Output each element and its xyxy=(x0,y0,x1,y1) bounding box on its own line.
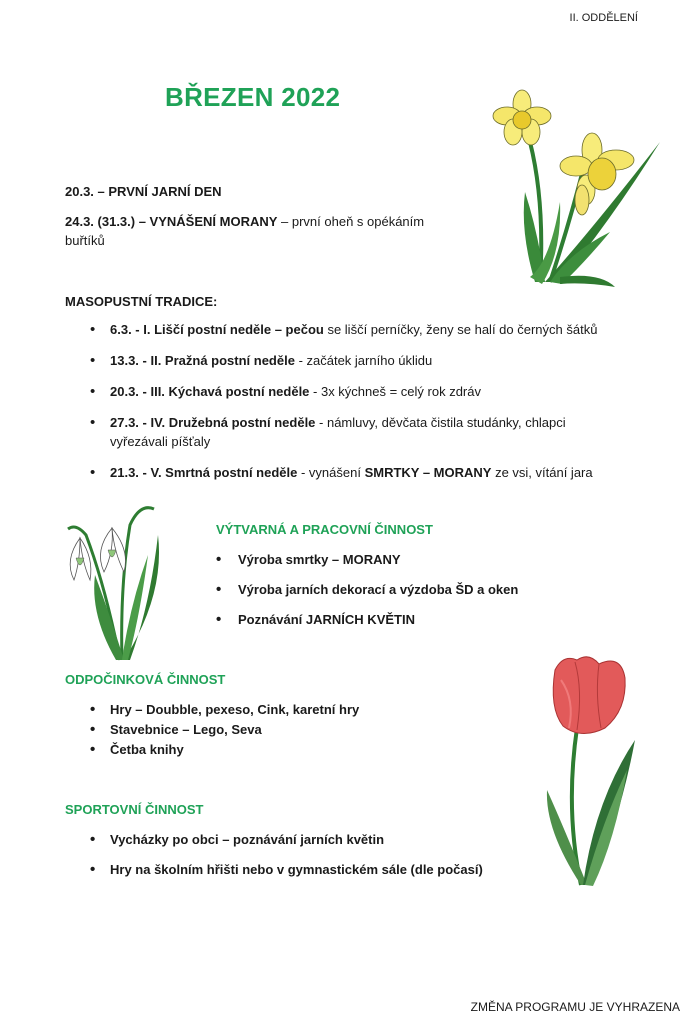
list-item: • 27.3. - IV. Družebná postní neděle - námluvy, děvčata čistila studánky, chlapci vyřezávali píšťaly xyxy=(90,413,630,451)
vytvarna-heading: VÝTVARNÁ A PRACOVNÍ ČINNOST xyxy=(216,522,433,537)
event-morana xyxy=(65,212,485,250)
masopust-heading: MASOPUSTNÍ TRADICE: xyxy=(65,294,218,309)
list-item: • Vycházky po obci – poznávání jarních květin xyxy=(90,830,510,849)
event-morana-date: 24.3. (31.3.) – VYNÁŠENÍ MORANY xyxy=(65,214,278,229)
event-first-spring-day: 20.3. – PRVNÍ JARNÍ DEN xyxy=(65,184,222,199)
list-item: • Výroba jarních dekorací a výzdoba ŠD a oken xyxy=(216,580,636,599)
odpocinkova-list xyxy=(90,700,470,759)
footer-note: ZMĚNA PROGRAMU JE VYHRAZENA xyxy=(470,1000,680,1014)
list-item: • Výroba smrtky – MORANY xyxy=(216,550,636,569)
list-item: • Poznávání JARNÍCH KVĚTIN xyxy=(216,610,636,629)
sportovni-heading: SPORTOVNÍ ČINNOST xyxy=(65,802,204,817)
page-title: BŘEZEN 2022 xyxy=(165,82,341,112)
vytvarna-list xyxy=(216,550,636,629)
list-item: • 6.3. - I. Liščí postní neděle – pečou se liščí perníčky, ženy se halí do černých šátků xyxy=(90,320,630,339)
list-item: • Četba knihy xyxy=(90,740,470,759)
department-label: II. ODDĚLENÍ xyxy=(569,12,638,24)
list-item: • 13.3. - II. Pražná postní neděle - začátek jarního úklidu xyxy=(90,351,630,370)
list-item: • 21.3. - V. Smrtná postní neděle - vynášení SMRTKY – MORANY ze vsi, vítání jara xyxy=(90,463,630,482)
odpocinkova-heading: ODPOČINKOVÁ ČINNOST xyxy=(65,672,226,687)
event-morana-desc: – první oheň s opékáním xyxy=(277,214,425,229)
sportovni-list xyxy=(90,830,510,879)
list-item: • Hry – Doubble, pexeso, Cink, karetní hry xyxy=(90,700,470,719)
snowdrop-illustration xyxy=(50,495,170,665)
list-item: • Stavebnice – Lego, Seva xyxy=(90,720,470,739)
masopust-list xyxy=(90,320,630,482)
list-item: • 20.3. - III. Kýchavá postní neděle - 3x kýchneš = celý rok zdráv xyxy=(90,382,630,401)
event-morana-desc-cont: buřtíků xyxy=(65,233,105,248)
list-item: • Hry na školním hřišti nebo v gymnastickém sále (dle počasí) xyxy=(90,860,510,879)
tulip-illustration xyxy=(525,650,645,890)
daffodil-illustration xyxy=(490,82,670,292)
